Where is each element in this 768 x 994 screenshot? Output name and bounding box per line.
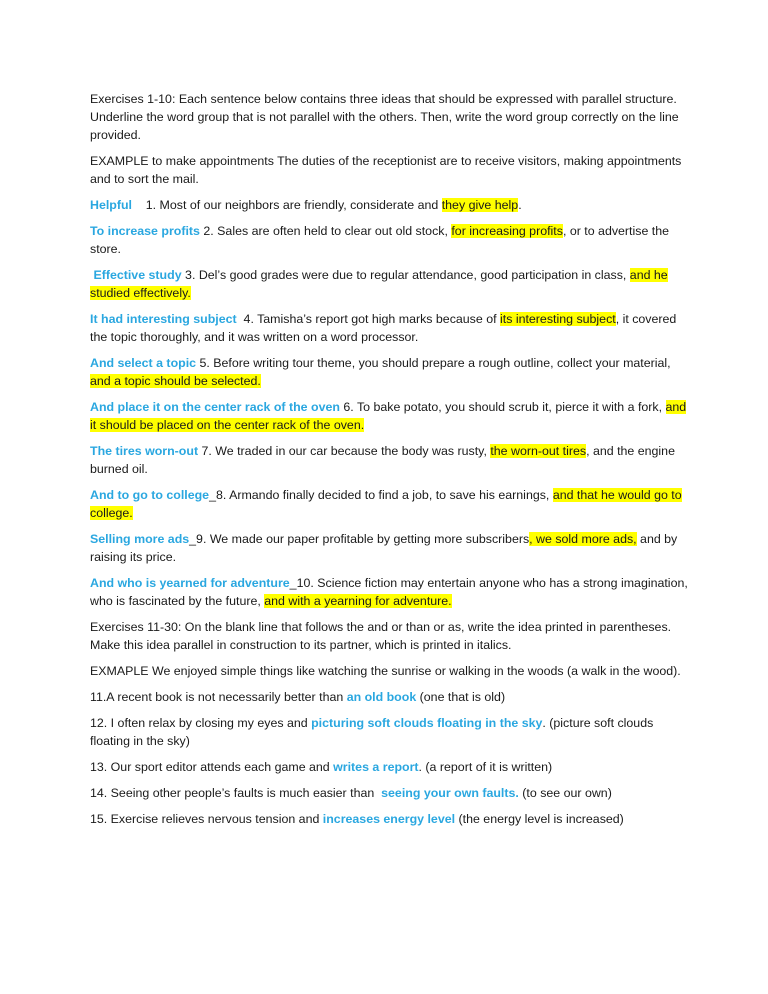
sentence: 1. Most of our neighbors are friendly, considerate and <box>145 198 442 212</box>
prompt-hint: . (a report of it is written) <box>418 760 553 774</box>
highlighted-phrase: and with a yearning for adventure. <box>264 594 452 608</box>
exercise-item-11 <box>90 688 690 706</box>
document-page <box>90 90 690 836</box>
exercise-item-6 <box>90 398 690 434</box>
sentence: 12. I often relax by closing my eyes and <box>90 716 312 730</box>
answer: And select a topic <box>90 356 197 370</box>
sentence: 15. Exercise relieves nervous tension and <box>90 812 323 826</box>
highlighted-phrase: and that he would go to college. <box>90 488 682 520</box>
prompt-hint: . (picture soft clouds floating in the sky) <box>90 716 654 748</box>
sentence: 2. Sales are often held to clear out old stock, <box>203 224 452 238</box>
sentence: 3. Del’s good grades were due to regular attendance, good participation in class, <box>185 268 630 282</box>
highlighted-phrase: for increasing profits <box>451 224 563 238</box>
sentence: 5. Before writing tour theme, you should prepare a rough outline, collect your material, <box>199 356 671 370</box>
prompt-hint: (to see our own) <box>518 786 612 800</box>
sentence: 13. Our sport editor attends each game and <box>90 760 334 774</box>
sentence: _8. Armando finally decided to find a job, to save his earnings, <box>209 488 553 502</box>
answer: Helpful <box>90 198 132 212</box>
example-2: EXMAPLE We enjoyed simple things like watching the sunrise or walking in the woods (a walk in the wood). <box>90 664 681 678</box>
prompt-hint: (the energy level is increased) <box>455 812 624 826</box>
answer: It had interesting subject <box>90 312 237 326</box>
highlighted-phrase: and he studied effectively. <box>90 268 668 300</box>
answer: increases energy level <box>322 812 456 826</box>
answer: Effective study <box>90 268 182 282</box>
sentence: 7. We traded in our car because the body was rusty, <box>201 444 491 458</box>
answer: And to go to college <box>90 488 210 502</box>
exercise-item-4: It had interesting subject 4. Tamisha’s report got high marks because of its interesting subject, it covered the topic thoroughly, and it was written on a word processor. <box>90 312 677 344</box>
answer: seeing your own faults. <box>381 786 519 800</box>
exercise-item-7: The tires worn-out 7. We traded in our car because the body was rusty, the worn-out tires, and the engine burned oil. <box>90 444 675 476</box>
instructions-1-10: Exercises 1-10: Each sentence below contains three ideas that should be expressed with parallel structure. Underline the word group that is not parallel with the others. Then, write the word group correctly on the line provided. <box>90 92 679 142</box>
sentence: 4. Tamisha’s report got high marks because of <box>243 312 500 326</box>
exercise-item-8 <box>90 486 690 522</box>
exercise-item-15 <box>90 810 690 828</box>
highlighted-phrase: they give help <box>441 198 519 212</box>
exercise-item-1: Helpful 1. Most of our neighbors are friendly, considerate and they give help. <box>90 198 522 212</box>
exercise-item-2: To increase profits 2. Sales are often held to clear out old stock, for increasing profits, or to advertise the store. <box>90 224 670 256</box>
exercise-item-14 <box>90 784 690 802</box>
answer: writes a report <box>333 760 419 774</box>
highlighted-phrase: its interesting subject <box>500 312 616 326</box>
sentence: 11.A recent book is not necessarily better than <box>90 690 347 704</box>
exercise-item-3 <box>90 266 690 302</box>
exercise-item-12 <box>90 714 690 750</box>
answer: Selling more ads <box>90 532 190 546</box>
answer: To increase profits <box>90 224 200 238</box>
sentence: _10. Science fiction may entertain anyone who has a strong imagination, who is fascinated by the future, <box>90 576 688 608</box>
prompt-hint: (one that is old) <box>416 690 506 704</box>
exercise-item-13 <box>90 758 690 776</box>
answer: And who is yearned for adventure <box>90 576 290 590</box>
exercise-item-10 <box>90 574 690 610</box>
exercise-item-5 <box>90 354 690 390</box>
answer: picturing soft clouds floating in the sky <box>311 716 543 730</box>
exercise-item-9: Selling more ads_9. We made our paper profitable by getting more subscribers, we sold more ads, and by raising its price. <box>90 532 678 564</box>
highlighted-phrase: and a topic should be selected. <box>90 374 261 388</box>
answer: And place it on the center rack of the oven <box>90 400 340 414</box>
sentence: 14. Seeing other people’s faults is much easier than <box>90 786 382 800</box>
answer: The tires worn-out <box>90 444 199 458</box>
sentence: _9. We made our paper profitable by getting more subscribers <box>189 532 530 546</box>
sentence: 6. To bake potato, you should scrub it, pierce it with a fork, <box>343 400 666 414</box>
answer: an old book <box>346 690 417 704</box>
highlighted-phrase: the worn-out tires <box>490 444 587 458</box>
instructions-11-30: Exercises 11-30: On the blank line that follows the and or than or as, write the idea printed in parentheses. Make this idea parallel in construction to its partner, which is printed in italics. <box>90 620 672 652</box>
highlighted-phrase: , we sold more ads, <box>529 532 637 546</box>
example-1: EXAMPLE to make appointments The duties of the receptionist are to receive visitors, making appointments and to sort the mail. <box>90 154 682 186</box>
highlighted-phrase: and it should be placed on the center rack of the oven. <box>90 400 687 432</box>
